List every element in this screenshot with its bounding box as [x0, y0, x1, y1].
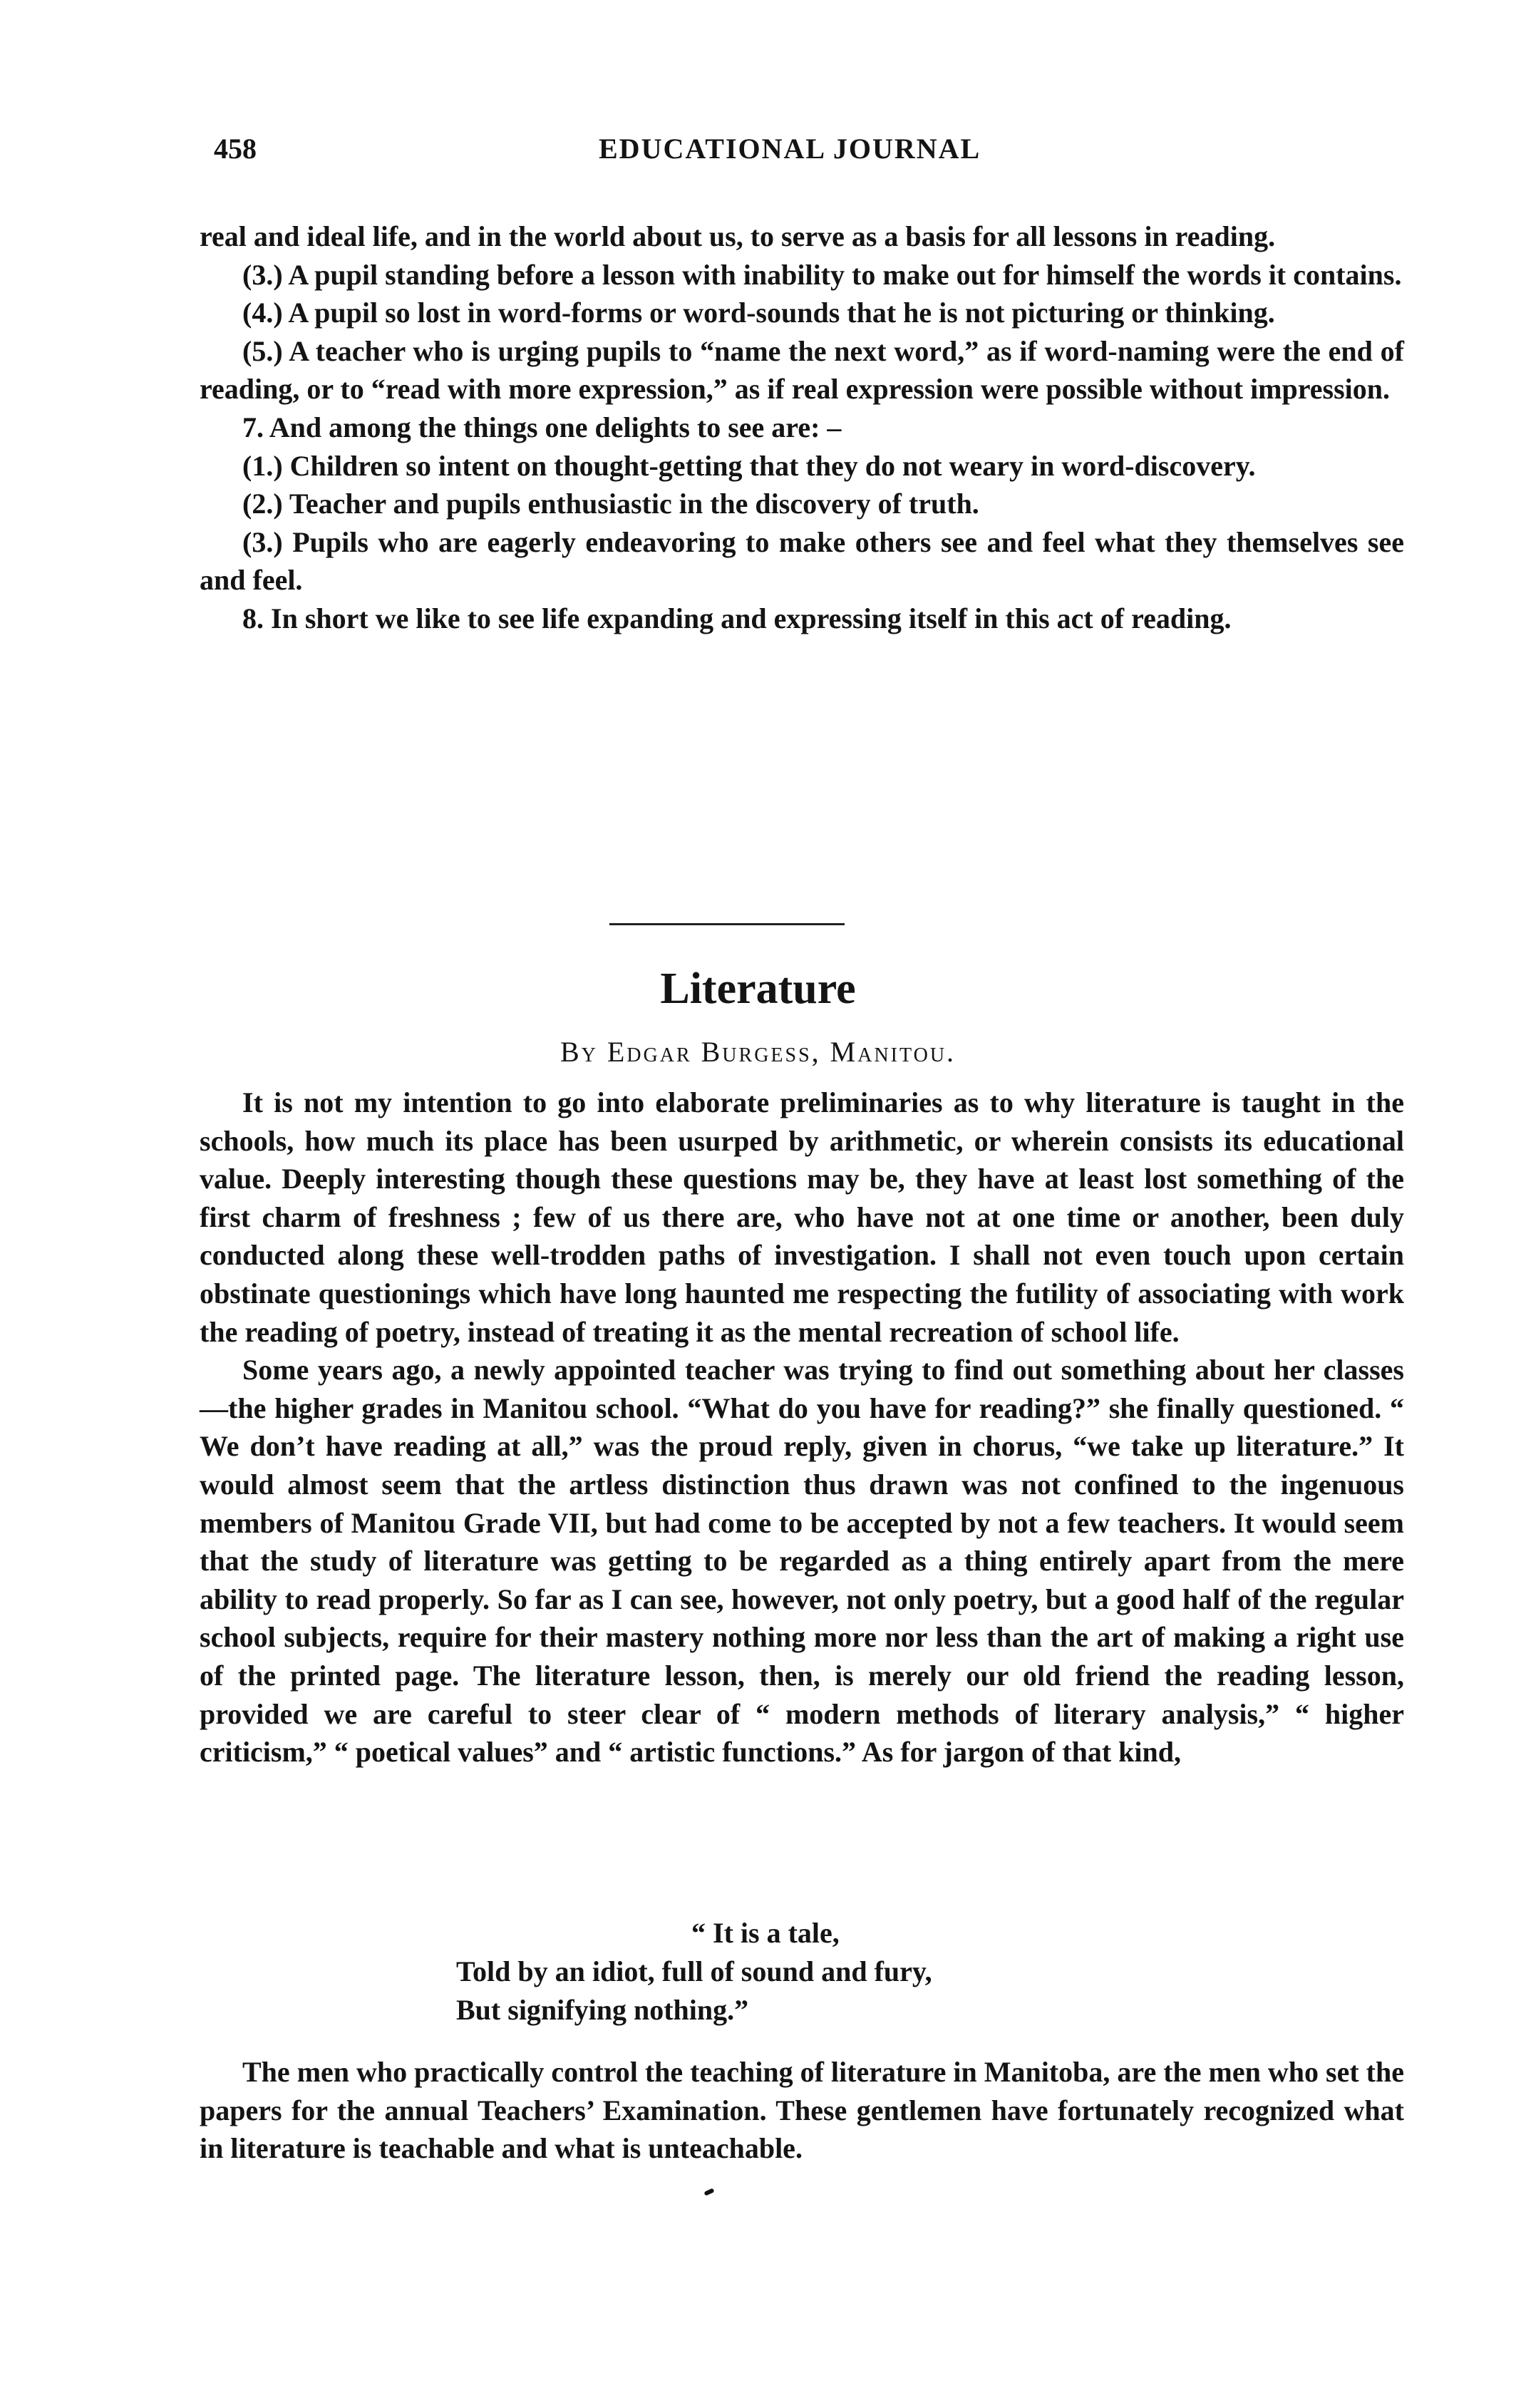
poem-line: “ It is a tale, [691, 1917, 840, 1949]
closing-paragraph: The men who practically control the teaching of literature in Manitoba, are the men who set the papers for the annual Teachers’ Examination. These gentlemen have fortunately recognized what in literature is teachable and what is unteachable. [200, 2056, 1404, 2165]
article-body [200, 1084, 1404, 1771]
intro-list-item: (1.) Children so intent on thought-getting that they do not weary in word-discovery. [242, 449, 1256, 482]
intro-numbered-item: 7. And among the things one delights to see are: – [242, 411, 842, 443]
intro-list-item: (2.) Teacher and pupils enthusiastic in the discovery of truth. [242, 488, 979, 520]
section-divider [609, 923, 845, 925]
poem-quote [456, 1914, 1098, 2029]
article-paragraph: Some years ago, a newly appointed teacher was trying to find out something about her classes—the higher grades in Manitou school. “What do you have for reading?” she finally questioned. “ We don’t have reading at all,” was the proud reply, given in chorus, “we take up literature.” It would almost seem that the artless distinction thus drawn was not confined to the ingenuous members of Manitou Grade VII, but had come to be accepted by not a few teachers. It would seem that the study of literature was getting to be regarded as a thing entirely apart from the mere ability to read properly. So far as I can see, however, not only poetry, but a good half of the regular school subjects, require for their mastery nothing more nor less than the art of making a right use of the printed page. The literature lesson, then, is merely our old friend the reading lesson, provided we are careful to steer clear of “ modern methods of literary analysis,” “ higher criticism,” “ poetical values” and “ artistic functions.” As for jargon of that kind, [200, 1354, 1404, 1769]
intro-numbered-item: 8. In short we like to see life expanding and expressing itself in this act of reading. [242, 602, 1232, 634]
running-title: EDUCATIONAL JOURNAL [599, 133, 981, 165]
intro-list-item: (3.) Pupils who are eagerly endeavoring to make others see and feel what they themselves see and feel. [200, 525, 1404, 597]
poem-line: But signifying nothing.” [456, 1994, 749, 2026]
ink-mark [703, 2188, 714, 2196]
intro-list-item: (5.) A teacher who is urging pupils to “name the next word,” as if word-naming were the end of reading, or to “read with more expression,” as if real expression were possible without impression. [200, 334, 1404, 406]
article-byline: By Edgar Burgess, Manitou. [560, 1036, 956, 1068]
article-paragraph: It is not my intention to go into elaborate preliminaries as to why literature is taught in the schools, how much its place has been usurped by arithmetic, or wherein consists its educational value. Deeply interesting though these questions may be, they have at least lost something of the first charm of freshness ; few of us there are, who have not at one time or another, been duly conducted along these well-trodden paths of investigation. I shall not even touch upon certain obstinate questionings which have long haunted me respecting the futility of associating with work the reading of poetry, instead of treating it as the mental recreation of school life. [200, 1086, 1404, 1348]
page-number: 458 [214, 133, 257, 165]
page-header [214, 132, 1083, 175]
intro-list-item: (4.) A pupil so lost in word-forms or word-sounds that he is not picturing or thinking. [242, 297, 1275, 329]
intro-section [200, 217, 1404, 638]
intro-list-item: (3.) A pupil standing before a lesson with inability to make out for himself the words it contains. [242, 258, 1402, 291]
intro-paragraph: real and ideal life, and in the world about us, to serve as a basis for all lessons in reading. [200, 220, 1276, 252]
article-title: Literature [660, 964, 856, 1013]
closing-section [200, 2053, 1404, 2168]
poem-line: Told by an idiot, full of sound and fury, [456, 1955, 932, 1987]
